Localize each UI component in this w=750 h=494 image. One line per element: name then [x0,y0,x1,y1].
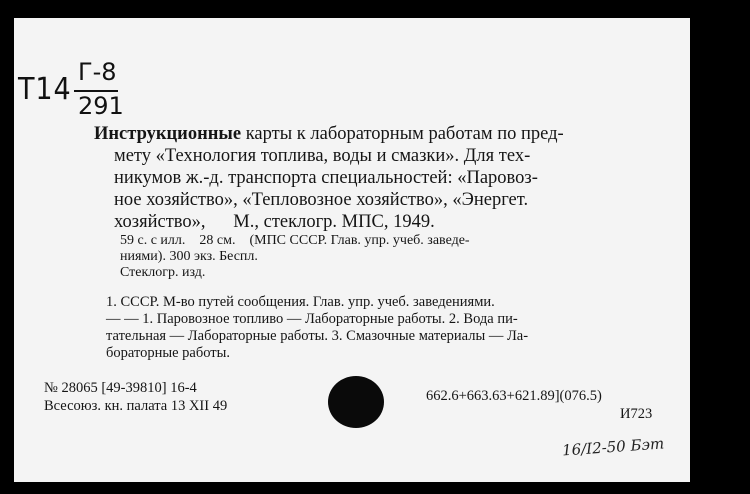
collation-line-1: 59 с. с илл. 28 см. (МПС СССР. Глав. упр. учеб. заведе- [120,233,470,248]
title-line-2: мету «Технология топлива, воды и смазки». Для тех- [114,146,531,166]
shelfmark-left: Т14 [18,72,72,107]
classification-index: 662.6+663.63+621.89](076.5) [426,388,602,404]
collation-line-2: ниями). 300 экз. Беспл. [120,249,258,264]
author-mark: И723 [620,406,653,422]
collation-line-3: Стеклогр. изд. [120,265,206,280]
title-line-4: ное хозяйство», «Тепловозное хозяйство», «Энергет. [114,190,529,210]
registration-number: № 28065 [49-39810] 16-4 [44,380,197,396]
title-line-1 [94,124,664,146]
subjects-line-3: тательная — Лабораторные работы. 3. Смазочные материалы — Ла- [106,328,529,344]
book-chamber: Всесоюз. кн. палата 13 XII 49 [44,398,228,414]
title-lead: Инструкционные [94,124,242,144]
subjects-line-2: — — 1. Паровозное топливо — Лабораторные работы. 2. Вода пи- [106,311,518,327]
subjects-line-4: бораторные работы. [106,345,230,361]
title-line-3: никумов ж.-д. транспорта специальностей: «Паровоз- [114,168,538,188]
catalog-card [14,18,690,482]
ink-stamp [328,376,384,428]
handwritten-signature: 16/I2-50 Бэт [561,434,665,460]
shelfmark-bottom: 291 [78,92,124,120]
subjects-line-1: 1. СССР. М-во путей сообщения. Глав. упр. учеб. заведениями. [106,294,495,310]
title-line-5: хозяйство», М., стеклогр. МПС, 1949. [114,212,435,232]
title-line-1-rest: карты к лабораторным работам по пред- [241,124,564,144]
shelfmark-top: Г-8 [78,58,117,86]
